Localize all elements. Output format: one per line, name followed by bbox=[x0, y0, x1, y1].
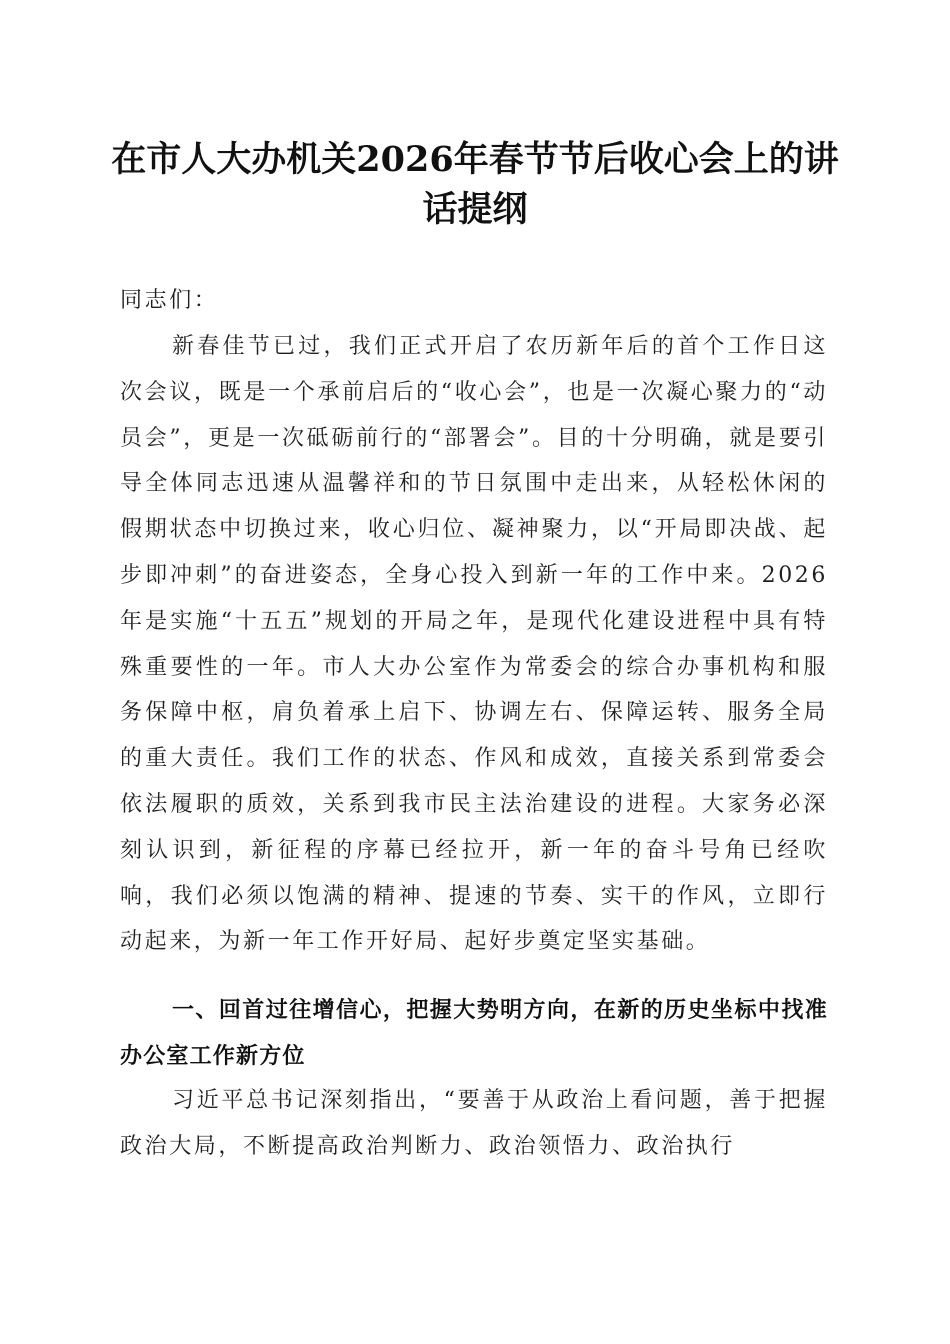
section-heading: 一、回首过往增信心，把握大势明方向，在新的历史坐标中找准办公室工作新方位 bbox=[120, 998, 828, 1069]
body-paragraph: 习近平总书记深刻指出，“要善于从政治上看问题，善于把握政治大局，不断提高政治判断力、政治领悟力、政治执行 bbox=[120, 1088, 828, 1159]
body-paragraph: 新春佳节已过，我们正式开启了农历新年后的首个工作日这次会议，既是一个承前启后的“收心会”，也是一次凝心聚力的“动员会”，更是一次砥砺前行的“部署会”。目的十分明确，就是要引导全体同志迅速从温馨祥和的节日氛围中走出来，从轻松休闲的假期状态中切换过来，收心归位、凝神聚力，以“开局即决战、起步即冲刺”的奋进姿态，全身心投入到新一年的工作中来。2026年是实施“十五五”规划的开局之年，是现代化建设进程中具有特殊重要性的一年。市人大办公室作为常委会的综合办事机构和服务保障中枢，肩负着承上启下、协调左右、保障运转、服务全局的重大责任。我们工作的状态、作风和成效，直接关系到常委会依法履职的质效，关系到我市民主法治建设的进程。大家务必深刻认识到，新征程的序幕已经拉开，新一年的奋斗号角已经吹响，我们必须以饱满的精神、提速的节奏、实干的作风，立即行动起来，为新一年工作开好局、起好步奠定坚实基础。 bbox=[120, 334, 828, 955]
document-title: 在市人大办机关2026年春节节后收心会上的讲话提纲 bbox=[111, 139, 839, 230]
greeting: 同志们： bbox=[120, 288, 219, 313]
